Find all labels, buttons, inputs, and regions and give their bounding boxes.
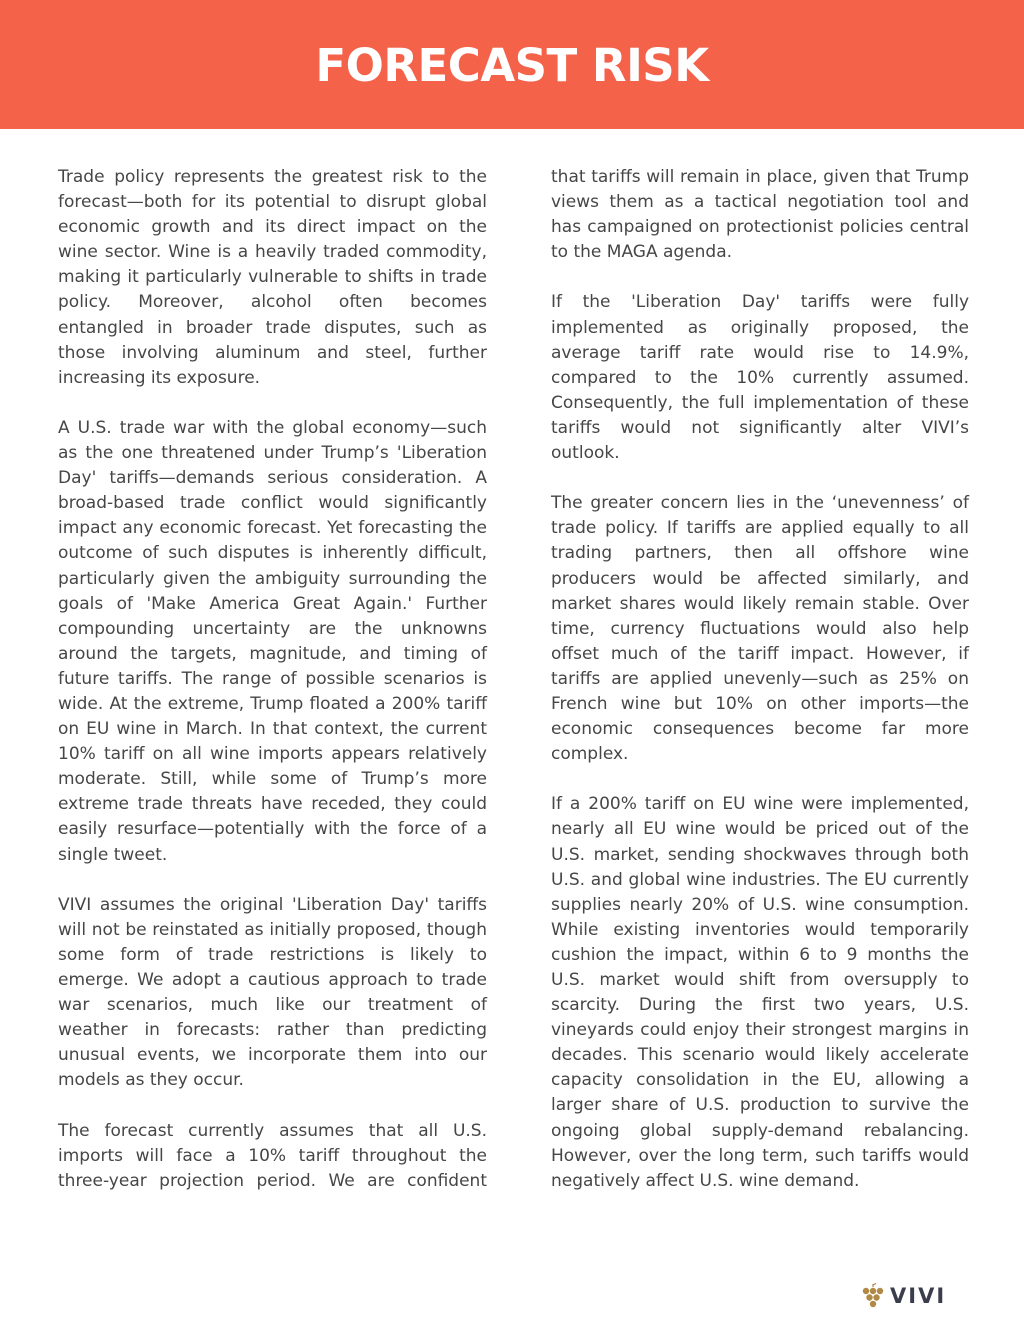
- right-column: [551, 165, 969, 1219]
- paragraph: Trade policy represents the greatest risk to the forecast—both for its potential to disrupt global economic growth and its direct impact on the wine sector. Wine is a heavily traded commodity, making it particularly vulnerable to shifts in trade policy. Moreover, alcohol often becomes entangled in broader trade disputes, such as those involving aluminum and steel, further increasing its exposure.: [58, 167, 487, 388]
- paragraph: A U.S. trade war with the global economy—such as the one threatened under Trump’s 'Liberation Day' tariffs—demands serious consideration. A broad-based trade conflict would significantly impact any economic forecast. Yet forecasting the outcome of such disputes is inherently difficult, particularly given the ambiguity surrounding the goals of 'Make America Great Again.' Further compounding uncertainty are the unknowns around the targets, magnitude, and timing of future tariffs. The range of possible scenarios is wide. At the extreme, Trump floated a 200% tariff on EU wine in March. In that context, the current 10% tariff on all wine imports appears relatively moderate. Still, while some of Trump’s more extreme trade threats have receded, they could easily resurface—potentially with the force of a single tweet.: [58, 417, 487, 865]
- paragraph: VIVI assumes the original 'Liberation Day' tariffs will not be reinstated as initially proposed, though some form of trade restrictions is likely to emerge. We adopt a cautious approach to trade war scenarios, much like our treatment of weather in forecasts: rather than predicting unusual events, we incorporate them into our models as they occur.: [58, 894, 487, 1091]
- left-column: [58, 165, 487, 1219]
- page-title: FORECAST RISK: [315, 39, 709, 92]
- page-header: [0, 0, 1024, 129]
- paragraph: that tariffs will remain in place, given that Trump views them as a tactical negotiation tool and has campaigned on protectionist policies central to the MAGA agenda.: [551, 167, 969, 263]
- paragraph: The greater concern lies in the ‘unevenness’ of trade policy. If tariffs are applied equally to all trading partners, then all offshore wine producers would be affected similarly, and market shares would likely remain stable. Over time, currency fluctuations would also help offset much of the tariff impact. However, if tariffs are applied unevenly—such as 25% on French wine but 10% on other imports—the economic consequences become far more complex.: [551, 493, 969, 765]
- paragraph: The forecast currently assumes that all U.S. imports will face a 10% tariff throughout the three-year projection period. We are confident: [58, 1120, 487, 1191]
- paragraph: If a 200% tariff on EU wine were implemented, nearly all EU wine would be priced out of the U.S. market, sending shockwaves through both U.S. and global wine industries. The EU currently supplies nearly 20% of U.S. wine consumption. While existing inventories would temporarily cushion the impact, within 6 to 9 months the U.S. market would shift from oversupply to scarcity. During the first two years, U.S. vineyards could enjoy their strongest margins in decades. This scenario would likely accelerate capacity consolidation in the EU, allowing a larger share of U.S. production to survive the ongoing global supply-demand rebalancing. However, over the long term, such tariffs would negatively affect U.S. wine demand.: [551, 794, 969, 1191]
- paragraph: If the 'Liberation Day' tariffs were fully implemented as originally proposed, the average tariff rate would rise to 14.9%, compared to the 10% currently assumed. Consequently, the full implementation of these tariffs would not significantly alter VIVI’s outlook.: [551, 292, 969, 464]
- logo-text: VIVI: [890, 1284, 947, 1308]
- grape-cluster-icon: [862, 1283, 884, 1309]
- vivi-logo: [862, 1281, 946, 1311]
